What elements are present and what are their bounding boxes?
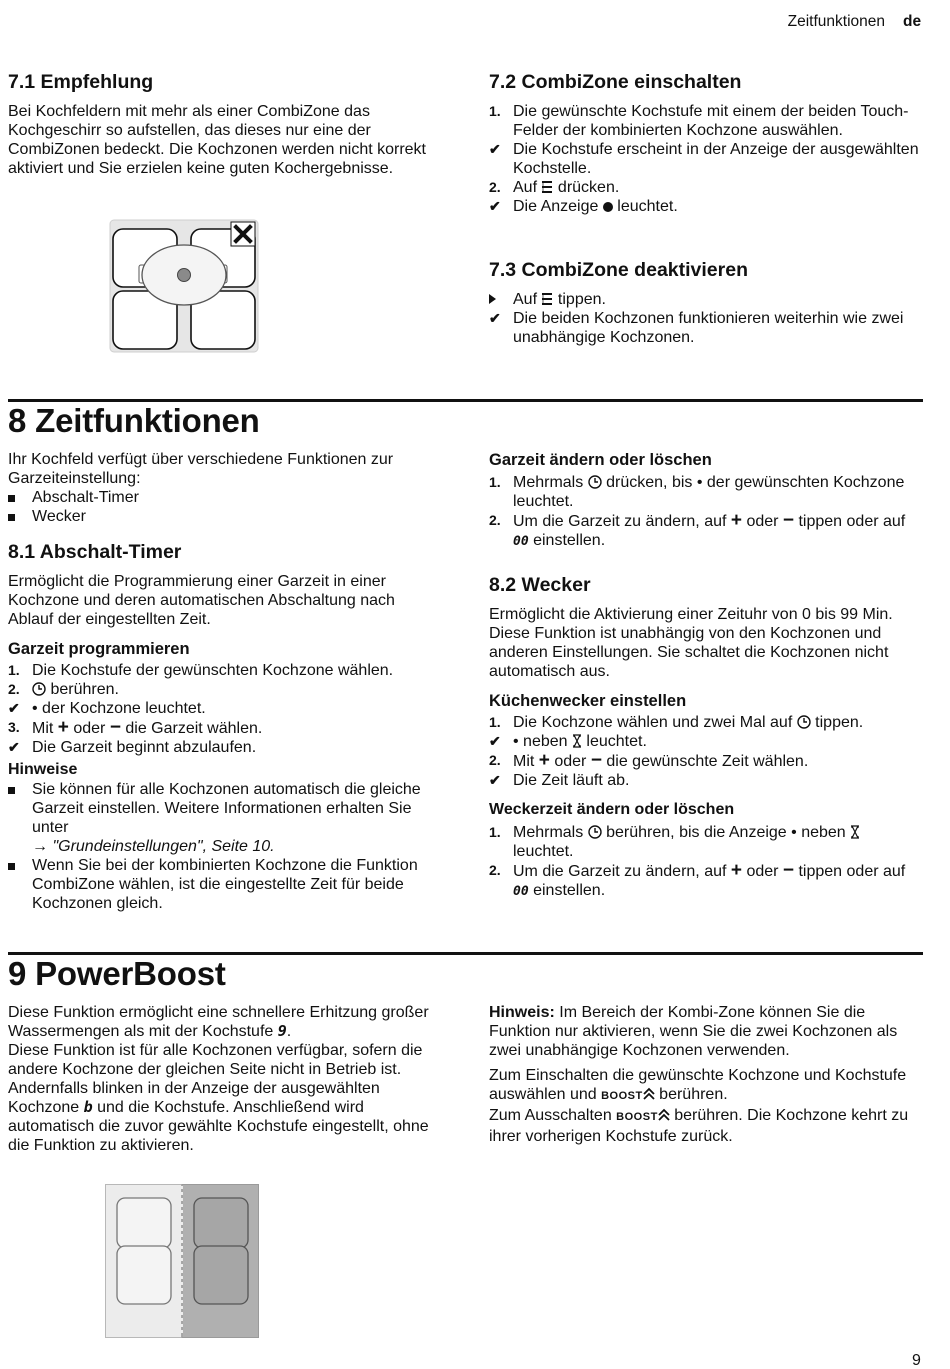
step-number: 2. [489, 179, 501, 195]
change-title: Garzeit ändern oder löschen [489, 451, 712, 469]
powerboost-paragraph-1 [8, 1003, 440, 1041]
chapter-9-left [8, 1003, 440, 1155]
step-7-2-1 [489, 102, 919, 140]
arrow-bullet-icon [489, 290, 511, 309]
note-text: Im Bereich der Kombi-Zone können Sie die Funktion nur aktivieren, wenn Sie die zwei Kochzonen als zwei unabhängige Kochzonen verwenden. [489, 1004, 898, 1059]
chapter-8-title: 8 Zeitfunktionen [8, 402, 260, 439]
result-text: Die Anzeige [513, 198, 603, 215]
step-number: 2. [489, 752, 501, 768]
step-number: 2. [8, 681, 20, 697]
step-number: 1. [489, 474, 501, 490]
result-7-2-1 [489, 140, 919, 178]
step [489, 473, 921, 511]
step [489, 751, 921, 771]
step-number: 2. [489, 862, 501, 878]
check-icon: ✔ [489, 772, 501, 788]
step-text-mid: oder [68, 720, 110, 737]
step-text-mid: oder [742, 513, 783, 530]
running-header: Zeitfunktionen [787, 13, 885, 30]
step [489, 511, 921, 551]
result-text: Die beiden Kochzonen funktionieren weiterhin wie zwei unabhängige Kochzonen. [513, 310, 904, 346]
hourglass-icon [572, 734, 582, 748]
step-text: Auf [513, 179, 542, 196]
powerboost-paragraph-3 [8, 1079, 440, 1155]
chapter-9-right [489, 1003, 921, 1146]
paragraph-text: Diese Funktion ermöglicht eine schnellere Erhitzung großer Wassermengen als mit der Kochstufe [8, 1004, 429, 1040]
combizone-icon [541, 180, 553, 194]
cross-reference-link[interactable]: → "Grundeinstellungen", Seite 10. [32, 838, 275, 855]
timer-icon [588, 475, 602, 489]
boost-label-icon: BOOST [616, 1111, 658, 1123]
plus-icon: + [730, 860, 742, 881]
cross-icon [231, 222, 255, 246]
timer-icon [797, 715, 811, 729]
step-text: Mehrmals [513, 474, 588, 491]
result [489, 732, 921, 751]
combizone-figure [109, 219, 259, 353]
check-icon: ✔ [489, 733, 501, 749]
step-7-3-1 [489, 290, 919, 309]
step-text: Um die Garzeit zu ändern, auf [513, 863, 731, 880]
step [489, 861, 921, 901]
result-text: • neben [513, 733, 572, 750]
step-text: Um die Garzeit zu ändern, auf [513, 513, 731, 530]
result [8, 699, 440, 718]
step [489, 713, 921, 732]
minus-icon: − [109, 717, 121, 738]
step-number: 1. [8, 662, 20, 678]
kitchen-timer-title: Küchenwecker einstellen [489, 692, 687, 710]
boost-chevron-icon [658, 1108, 670, 1122]
step-text-mid: oder [742, 863, 783, 880]
b-display-icon: b [83, 1098, 93, 1116]
hint-text: Sie können für alle Kochzonen automatisch die gleiche Garzeit einstellen. Weitere Informationen erhalten Sie unter [32, 781, 421, 836]
step-text-end: tippen. [553, 291, 606, 308]
check-icon: ✔ [8, 739, 20, 755]
section-8-1-title: 8.1 Abschalt-Timer [8, 541, 182, 563]
step-text-end: leuchtet. [513, 843, 574, 860]
chapter-9-title: 9 PowerBoost [8, 955, 226, 992]
paragraph-text: Zum Ausschalten [489, 1107, 617, 1124]
list-item [8, 507, 440, 526]
timer-icon [32, 682, 46, 696]
step-text-mid: oder [549, 753, 591, 770]
step-text-end: die gewünschte Zeit wählen. [601, 753, 809, 770]
list-item-text: Abschalt-Timer [32, 489, 139, 506]
step-text-mid: berühren, bis die Anzeige • neben [601, 824, 851, 841]
powerboost-paragraph-2: Diese Funktion ist für alle Kochzonen verfügbar, sofern die andere Kochzone der gleichen Seite nicht in Betrieb ist. [8, 1042, 423, 1078]
step-text-end: tippen. [810, 714, 864, 731]
result-text: Die Kochstufe erscheint in der Anzeige der ausgewählten Kochstelle. [513, 141, 919, 177]
step-number: 2. [489, 512, 501, 528]
result-7-3-1 [489, 309, 919, 347]
result-7-2-2 [489, 197, 919, 216]
alarm-change-title: Weckerzeit ändern oder löschen [489, 801, 735, 818]
section-7-1-title: 7.1 Empfehlung [8, 71, 154, 93]
step [8, 680, 440, 699]
chapter-8-right [489, 450, 921, 901]
step-text: Mit [513, 753, 539, 770]
section-7-3 [489, 258, 919, 347]
square-bullet-icon [8, 780, 30, 799]
paragraph-end: berühren. Die Kochzone kehrt zu ihrer vorherigen Kochstufe zurück. [489, 1107, 909, 1145]
paragraph-end: berühren. [654, 1086, 728, 1103]
paragraph-end: und die Kochstufe. Anschließend wird automatisch die zuvor gewählte Kochstufe eingestellt, ohne die Funktion zu aktivieren. [8, 1099, 429, 1154]
paragraph-text: Zum Einschalten die gewünschte Kochzone und Kochstufe auswählen und [489, 1067, 907, 1103]
combizone-icon [541, 292, 553, 306]
step-text: Die gewünschte Kochstufe mit einem der beiden Touch-Felder der kombinierten Kochzone auswählen. [513, 103, 909, 139]
step-text: Mit [32, 720, 58, 737]
minus-icon: − [782, 510, 795, 531]
step-number: 1. [489, 824, 501, 840]
hint-item [8, 856, 440, 913]
step-text-end: einstellen. [528, 532, 606, 549]
result [489, 771, 921, 790]
check-icon: ✔ [489, 198, 501, 214]
step-text: Die Kochzone wählen und zwei Mal auf [513, 714, 797, 731]
section-8-2-title: 8.2 Wecker [489, 574, 591, 596]
step [8, 718, 440, 738]
minus-icon: − [782, 860, 795, 881]
section-8-1-text: Ermöglicht die Programmierung einer Garzeit in einer Kochzone und deren automatischen Abschaltung nach Ablauf der eingestellten Zeit. [8, 573, 395, 628]
result [8, 738, 440, 757]
zero-display-icon: 00 [513, 884, 529, 899]
hints-title: Hinweise [8, 761, 78, 778]
list-item-text: Wecker [32, 508, 86, 525]
section-7-2-title: 7.2 CombiZone einschalten [489, 71, 742, 93]
result-text-end: leuchtet. [612, 198, 678, 215]
paragraph-end: . [286, 1023, 292, 1040]
step-text-end: die Garzeit wählen. [120, 720, 263, 737]
zero-display-icon: 00 [513, 534, 529, 549]
powerboost-note [489, 1003, 921, 1060]
step-text: Mehrmals [513, 824, 588, 841]
square-bullet-icon [8, 507, 30, 526]
chapter-8-left [8, 450, 440, 913]
result-text: • der Kochzone leuchtet. [32, 700, 206, 717]
check-icon: ✔ [8, 700, 20, 716]
step-text-mid2: tippen oder auf [794, 513, 906, 530]
section-7-3-title: 7.3 CombiZone deaktivieren [489, 259, 748, 281]
step-text-end: einstellen. [528, 882, 606, 899]
plus-icon: + [538, 750, 550, 771]
plus-icon: + [57, 717, 69, 738]
chapter-8-intro: Ihr Kochfeld verfügt über verschiedene Funktionen zur Garzeiteinstellung: [8, 451, 394, 487]
indicator-dot-icon [603, 202, 613, 212]
plus-icon: + [730, 510, 742, 531]
powerboost-figure [105, 1184, 259, 1338]
square-bullet-icon [8, 488, 30, 507]
result-text-end: leuchtet. [581, 733, 647, 750]
paragraph-text: Andernfalls blinken in der Anzeige der ausgewählten Kochzone [8, 1080, 380, 1116]
hint-item [8, 780, 440, 856]
step-number: 3. [8, 719, 20, 735]
note-label: Hinweis: [489, 1004, 555, 1021]
result-text: Die Garzeit beginnt abzulaufen. [32, 739, 257, 756]
section-7-2 [489, 70, 919, 216]
powerboost-on [489, 1066, 921, 1106]
result-text: Die Zeit läuft ab. [513, 772, 630, 789]
step-text: Auf [513, 291, 542, 308]
step [489, 823, 921, 861]
powerboost-off [489, 1106, 921, 1146]
step-text: Die Kochstufe der gewünschten Kochzone wählen. [32, 662, 394, 679]
step-number: 1. [489, 103, 501, 119]
minus-icon: − [590, 750, 602, 771]
program-title: Garzeit programmieren [8, 640, 190, 658]
section-7-1 [8, 70, 438, 178]
step-number: 1. [489, 714, 501, 730]
list-item [8, 488, 440, 507]
hint-text: Wenn Sie bei der kombinierten Kochzone die Funktion CombiZone wählen, ist die eingestellte Zeit für beide Kochzonen gleich. [32, 857, 418, 912]
language-code: de [903, 13, 922, 30]
step-text-end: drücken. [553, 179, 620, 196]
check-icon: ✔ [489, 310, 501, 326]
section-7-1-text: Bei Kochfeldern mit mehr als einer CombiZone das Kochgeschirr so aufstellen, das dieses nur eine der CombiZonen bedeckt. Die Kochzonen werden nicht korrekt aktiviert und Sie erzielen keine guten Kochergebnisse. [8, 103, 426, 177]
page-number: 9 [912, 1352, 921, 1369]
check-icon: ✔ [489, 141, 501, 157]
step [8, 661, 440, 680]
square-bullet-icon [8, 856, 30, 875]
level-9-display-icon: 9 [277, 1022, 287, 1040]
step-text: berühren. [46, 681, 119, 698]
hourglass-icon [850, 825, 860, 839]
timer-icon [588, 825, 602, 839]
step-text-mid2: tippen oder auf [794, 863, 906, 880]
boost-chevron-icon [643, 1087, 655, 1101]
boost-label-icon: BOOST [601, 1090, 643, 1102]
step-text-end: drücken, bis • der gewünschten Kochzone leuchtet. [513, 474, 905, 510]
step-7-2-2 [489, 178, 919, 197]
section-8-2-text: Ermöglicht die Aktivierung einer Zeituhr von 0 bis 99 Min. Diese Funktion ist unabhängig von den Kochzonen und anderen Einstellungen. Sie schaltet die Kochzonen nicht automatisch aus. [489, 606, 893, 680]
